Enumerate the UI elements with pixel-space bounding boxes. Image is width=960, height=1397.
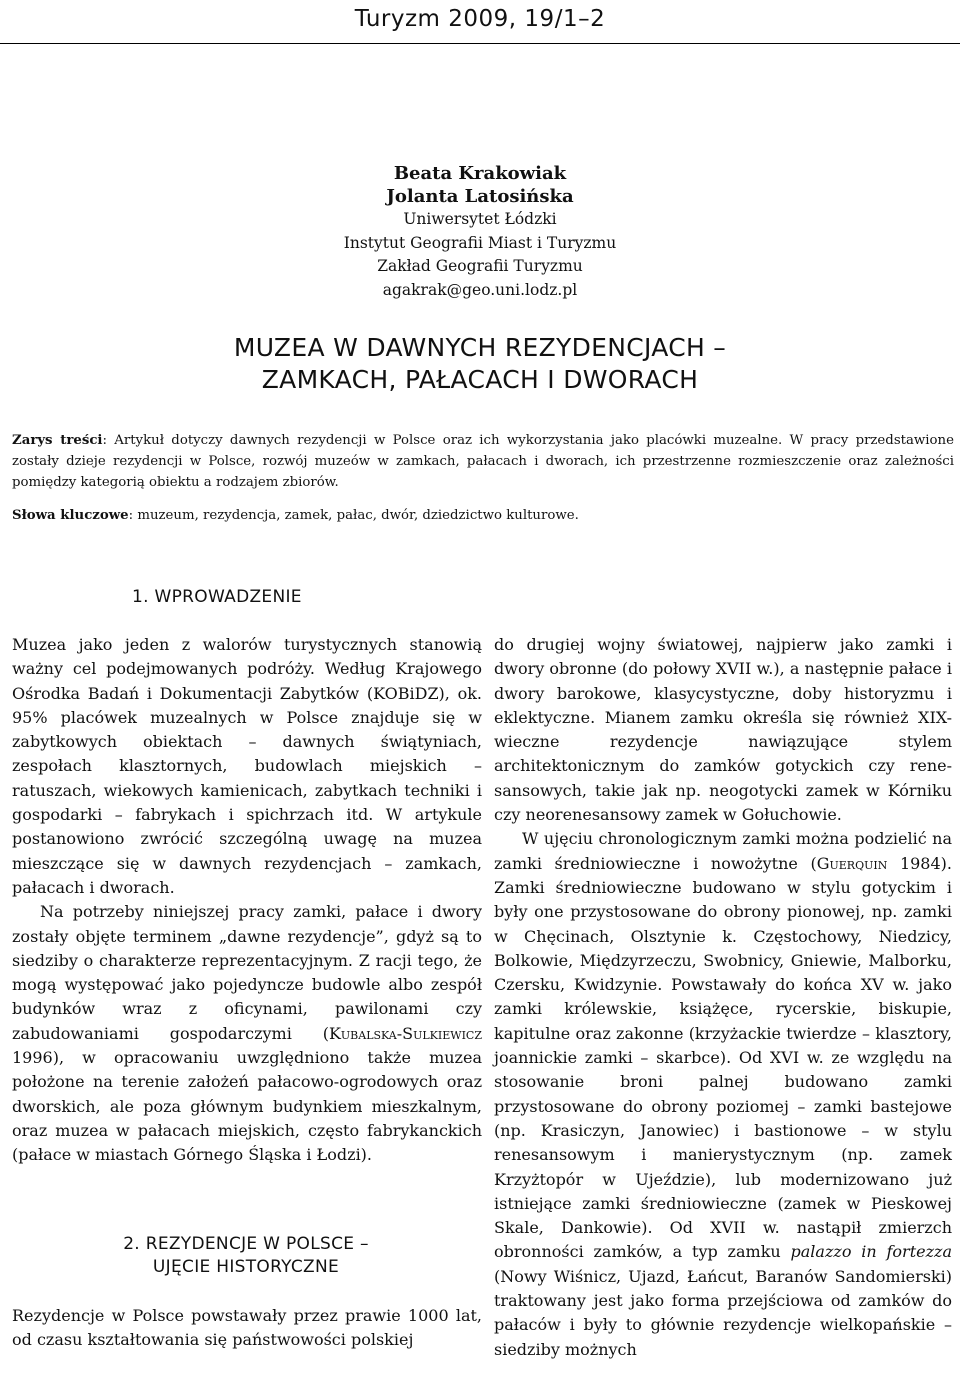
journal-header: Turyzm 2009, 19/1–2 <box>354 6 606 32</box>
author-email: agakrak@geo.uni.lodz.pl <box>382 280 578 299</box>
paragraph <box>12 900 482 1167</box>
left-column-section-1 <box>12 633 482 1168</box>
affiliation-university: Uniwersytet Łódzki <box>403 210 557 228</box>
section-heading-2-line-1: 2. REZYDENCJE W POLSCE – <box>123 1234 369 1254</box>
italic-term: palazzo in fortezza <box>790 1242 952 1262</box>
citation: Kubalska-Sulkiewicz <box>328 1023 482 1043</box>
abstract-label: Zarys treści <box>12 433 103 448</box>
paragraph: do drugiej wojny światowej, najpierw jako zamki i dwory obronne (do połowy XVII w.), a następnie pałace i dwory barokowe, klasycystyczne, doby historyzmu i eklektyczne. Mianem zamku określa się również XIX-wieczne rezydencje nawiązujące stylem architektonicznym do zamków gotyckich czy renesansowych, takie jak np. neogotycki zamek w Kórniku czy neorenesansowy zamek w Gołuchowie. <box>494 635 952 825</box>
right-column <box>494 633 952 1362</box>
keywords <box>12 506 954 526</box>
paragraph: Rezydencje w Polsce powstawały przez prawie 1000 lat, od czasu kształtowania się państwowości polskiej <box>12 1306 482 1350</box>
article-title <box>0 332 960 396</box>
author-name: Jolanta Latosińska <box>386 186 574 207</box>
paragraph-text: (Nowy Wiśnicz, Ujazd, Łańcut, Baranów Sandomierski) traktowany jest jako forma przejściowa od zamków do pałaców i były to głównie rezydencje wielkopańskie – siedziby możnych <box>494 1266 952 1359</box>
header-rule <box>0 43 960 44</box>
section-heading-2 <box>12 1233 480 1279</box>
paragraph-text: 1996), w opracowaniu uwzględniono także muzea położone na terenie założeń pałacowo-ogrodowych oraz dworskich, ale poza głównym budynkiem mieszkalnym, oraz muzea w pałacach miejskich, często fabrykanckich (pałace w miastach Górnego Śląska i Łodzi). <box>12 1048 482 1165</box>
abstract-text: : Artykuł dotyczy dawnych rezydencji w Polsce oraz ich wykorzystania jako placówki muzealne. W pracy przedstawione zostały dzieje rezydencji w Polsce, rozwój muzeów w zamkach, pałacach i dworach, ich przestrzenne rozmieszczenie oraz zależności pomiędzy kategorią obiektu a rodzajem zbiorów. <box>12 433 954 490</box>
title-line-1: MUZEA W DAWNYCH REZYDENCJACH – <box>233 333 727 362</box>
title-line-2: ZAMKACH, PAŁACACH I DWORACH <box>261 365 699 394</box>
keywords-label: Słowa kluczowe <box>12 508 129 523</box>
author-name: Beata Krakowiak <box>393 163 567 184</box>
left-column-section-2 <box>12 1304 482 1353</box>
author-block <box>0 162 960 302</box>
affiliation-institute: Instytut Geografii Miast i Turyzmu <box>343 233 617 252</box>
abstract <box>12 430 954 493</box>
keywords-text: : muzeum, rezydencja, zamek, pałac, dwór, dziedzictwo kulturowe. <box>128 508 579 523</box>
affiliation-department: Zakład Geografii Turyzmu <box>377 257 583 275</box>
section-heading-1: 1. WPROWADZENIE <box>132 587 302 607</box>
citation: Guerquin <box>816 853 888 873</box>
paragraph <box>494 827 952 1362</box>
paragraph-text: Na potrzeby niniejszej pracy zamki, pałace i dwory zostały objęte terminem „dawne rezydencje”, gdyż są to siedziby o charakterze reprezentacyjnym. Z racji tego, że mogą występować jako pojedyncze budowle albo zespół budynków wraz z oficynami, pawilonami czy zabudowaniami gospodarczymi ( <box>12 902 482 1043</box>
paragraph-text: W ujęciu chronologicznym zamki można podzielić na zamki średniowieczne i nowożytne ( <box>494 829 952 873</box>
section-heading-2-line-2: UJĘCIE HISTORYCZNE <box>152 1257 340 1277</box>
paragraph-text: 1984). Zamki średniowieczne budowano w stylu gotyckim i były one przystosowane do obrony pionowej, np. zamki w Chęcinach, Olsztynie k. Częstochowy, Niedzicy, Bolkowie, Międzyrzeczu, Swobnicy, Gniewie, Malborku, Czersku, Kwidzynie. Powstawały do końca XV w. jako zamki królewskie, książęce, rycerskie, biskupie, kapitulne oraz zakonne (krzyżackie twierdze – klasztory, joannickie zamki – skarbce). Od XVI w. ze względu na stosowanie broni palnej budowano zamki przystosowane do obrony poziomej – zamki bastejowe (np. Krasiczyn, Janowiec) i bastionowe – w stylu renesansowym i manierystycznym (np. zamek Krzyżtopór w Ujeździe), lub modernizowano już istniejące zamki średniowieczne (zamek w Pieskowej Skale, Dankowie). Od XVII w. nastąpił zmierzch obronności zamków, a typ zamku <box>494 853 952 1262</box>
paragraph: Muzea jako jeden z walorów turystycznych stanowią ważny cel podejmowanych podróży. Według Krajowego Ośrodka Badań i Dokumentacji Zabytków (KOBiDZ), ok. 95% placówek muzealnych w Polsce znajduje się w zabytkowych obiektach – dawnych świątyniach, zespołach klasztornych, budowlach miejskich – ratuszach, wiekowych kamienicach, zabytkach techniki i gospodarki – fabrykach i spichrzach itd. W artykule postanowiono zwrócić szczególną uwagę na muzea mieszczące się w dawnych rezydencjach – zamkach, pałacach i dworach. <box>12 635 482 897</box>
